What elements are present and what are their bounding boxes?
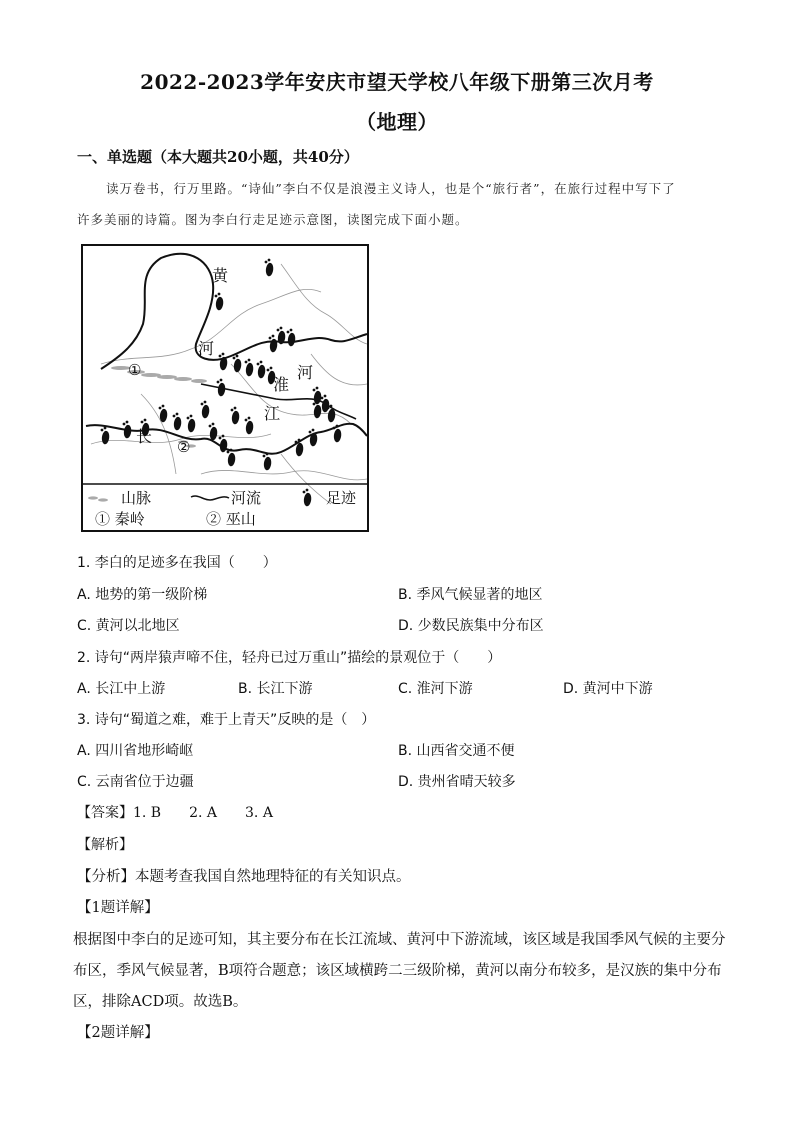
legend-mountain-label: 山脉 xyxy=(121,489,152,507)
label-he-2: 河 xyxy=(297,363,314,382)
legend-footprint-label: 足迹 xyxy=(326,489,357,507)
legend-qinling: ① 秦岭 xyxy=(95,510,145,528)
q2-option-a: A. 长江中上游 xyxy=(77,681,166,697)
detail-1-heading: 【1题详解】 xyxy=(77,900,159,916)
detail-1-line-1: 根据图中李白的足迹可知，其主要分布在长江流域、黄河中下游流域，该区域是我国季风气候的主要分 xyxy=(73,932,726,948)
q3-option-b: B. 山西省交通不便 xyxy=(398,743,515,759)
label-huai: 淮 xyxy=(273,375,290,394)
q3-option-c: C. 云南省位于边疆 xyxy=(77,774,194,790)
q2-option-b: B. 长江下游 xyxy=(238,681,313,697)
label-huang: 黄 xyxy=(212,266,229,285)
intro-line-2: 许多美丽的诗篇。图为李白行走足迹示意图，读图完成下面小题。 xyxy=(77,212,469,227)
q1-option-a: A. 地势的第一级阶梯 xyxy=(77,587,208,603)
intro-line-1: 读万卷书，行万里路。“诗仙”李白不仅是浪漫主义诗人，也是个“旅行者”，在旅行过程中写下了 xyxy=(106,181,676,196)
q2-option-d: D. 黄河中下游 xyxy=(563,681,653,697)
answer-line: 【答案】1. B 2. A 3. A xyxy=(77,805,273,821)
question-2-stem: 2. 诗句“两岸猿声啼不住，轻舟已过万重山”描绘的景观位于（ ） xyxy=(77,650,502,666)
li-bai-footprint-map xyxy=(81,244,369,532)
label-mountain-1: ① xyxy=(128,361,142,379)
detail-2-heading: 【2题详解】 xyxy=(77,1025,159,1041)
q3-option-a: A. 四川省地形崎岖 xyxy=(77,743,194,759)
question-1-stem: 1. 李白的足迹多在我国（ ） xyxy=(77,555,277,571)
question-3-stem: 3. 诗句“蜀道之难，难于上青天”反映的是（ ） xyxy=(77,712,376,728)
legend-river-label: 河流 xyxy=(231,489,262,507)
analysis-summary: 【分析】本题考查我国自然地理特征的有关知识点。 xyxy=(77,869,411,885)
q1-option-d: D. 少数民族集中分布区 xyxy=(398,618,544,634)
q3-option-d: D. 贵州省晴天较多 xyxy=(398,774,516,790)
page-subtitle: （地理） xyxy=(356,110,438,134)
label-he-1: 河 xyxy=(198,339,215,358)
detail-1-line-2: 布区，季风气候显著，B项符合题意；该区域横跨二三级阶梯，黄河以南分布较多，是汉族的集中分布 xyxy=(73,963,722,979)
page-title: 2022-2023学年安庆市望天学校八年级下册第三次月考 xyxy=(140,70,654,94)
section-heading: 一、单选题（本大题共20小题，共40分） xyxy=(77,148,359,166)
legend-wushan: ② 巫山 xyxy=(206,510,256,528)
label-chang: 长 xyxy=(136,427,153,446)
q1-option-b: B. 季风气候显著的地区 xyxy=(398,587,543,603)
label-jiang: 江 xyxy=(264,404,281,423)
detail-1-line-3: 区，排除ACD项。故选B。 xyxy=(73,994,248,1010)
analysis-heading: 【解析】 xyxy=(77,837,133,853)
q2-option-c: C. 淮河下游 xyxy=(398,681,473,697)
q1-option-c: C. 黄河以北地区 xyxy=(77,618,180,634)
label-mountain-2: ② xyxy=(177,438,191,456)
